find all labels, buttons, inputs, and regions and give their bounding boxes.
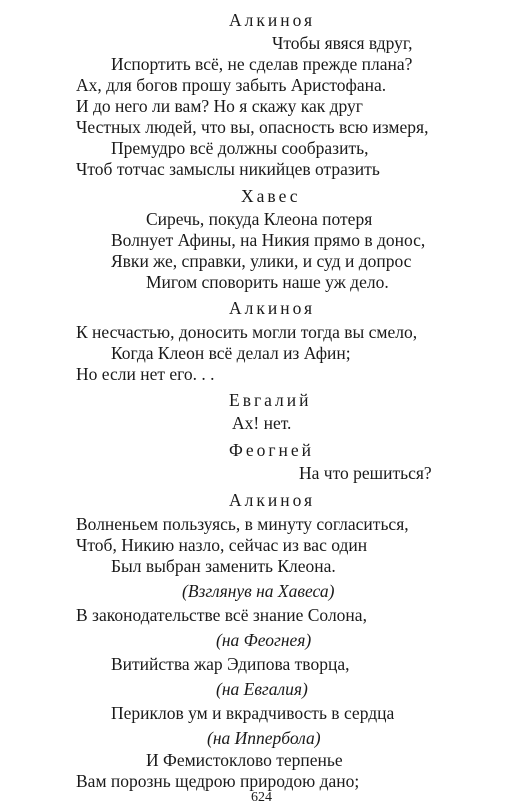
verse-line: И до него ли вам? Но я скажу как друг [76, 96, 363, 116]
verse-line: Чтобы явяся вдруг, [272, 33, 413, 53]
stage-direction: (на Евгалия) [216, 679, 308, 699]
verse-line: Вам порознь щедрою природою дано; [76, 771, 360, 791]
speaker-name: Феогней [229, 440, 315, 460]
verse-line: Когда Клеон всё делал из Афин; [111, 343, 351, 363]
verse-line: Периклов ум и вкрадчивость в сердца [111, 703, 395, 723]
verse-line: И Фемистоклово терпенье [146, 750, 343, 770]
verse-line: К несчастью, доносить могли тогда вы смело, [76, 322, 418, 342]
verse-line: Испортить всё, не сделав прежде плана? [111, 54, 413, 74]
verse-line: Ах! нет. [232, 413, 292, 433]
verse-line: Премудро всё должны сообразить, [111, 138, 369, 158]
verse-line: Мигом споворить наше уж дело. [146, 272, 389, 292]
verse-line: Ах, для богов прошу забыть Аристофана. [76, 75, 387, 95]
verse-line: Волненьем пользуясь, в минуту согласиться, [76, 514, 409, 534]
verse-line: Сиречь, покуда Клеона потеря [146, 209, 373, 229]
stage-direction: (на Иппербола) [207, 728, 321, 748]
stage-direction: (на Феогнея) [216, 630, 312, 650]
verse-line: На что решиться? [299, 463, 432, 483]
verse-line: Волнует Афины, на Никия прямо в донос, [111, 230, 426, 250]
speaker-name: Алкиноя [229, 298, 316, 318]
verse-line: Честных людей, что вы, опасность всю измеря, [76, 117, 429, 137]
verse-line: Чтоб тотчас замыслы никийцев отразить [76, 159, 380, 179]
speaker-name: Алкиноя [229, 10, 316, 30]
verse-line: В законодательстве всё знание Солона, [76, 605, 367, 625]
verse-line: Явки же, справки, улики, и суд и допрос [111, 251, 412, 271]
speaker-name: Алкиноя [229, 490, 316, 510]
speaker-name: Евгалий [229, 390, 312, 410]
stage-direction: (Взглянув на Хавеса) [182, 581, 335, 601]
speaker-name: Хавес [241, 186, 301, 206]
verse-line: Был выбран заменить Клеона. [111, 556, 336, 576]
verse-line: Но если нет его. . . [76, 364, 215, 384]
verse-line: Чтоб, Никию назло, сейчас из вас один [76, 535, 368, 555]
verse-line: Витийства жар Эдипова творца, [111, 654, 350, 674]
page-number: 624 [251, 790, 272, 805]
